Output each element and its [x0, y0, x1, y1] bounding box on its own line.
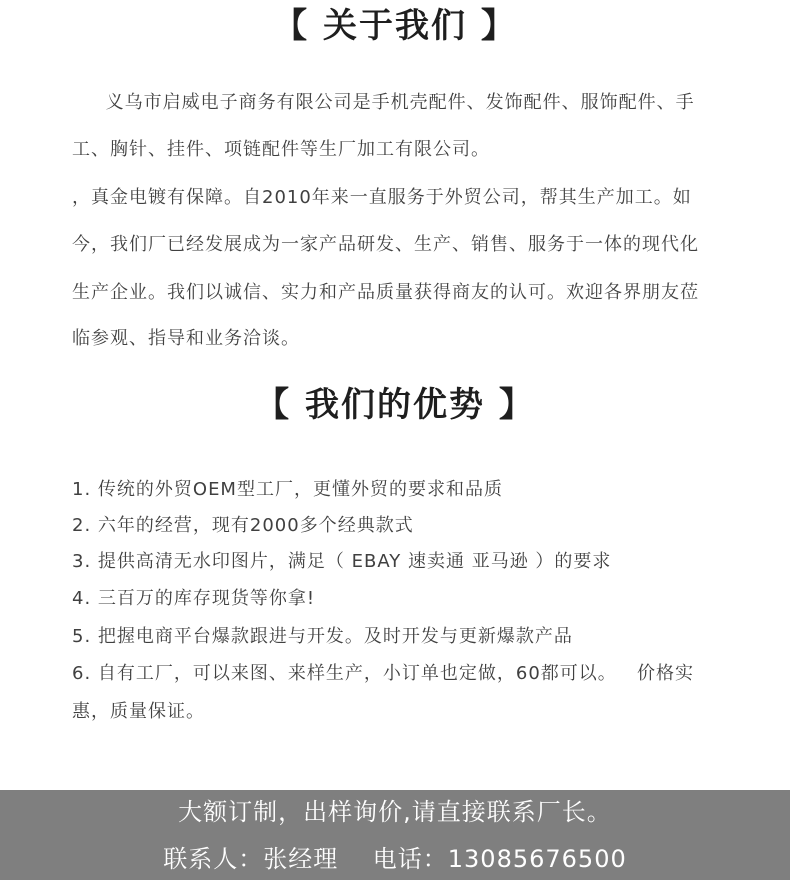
- about-paragraph-line: 生产企业。我们以诚信、实力和产品质量获得商友的认可。欢迎各界朋友莅: [72, 282, 699, 303]
- about-paragraph-line: 临参观、指导和业务洽谈。: [72, 328, 300, 349]
- about-paragraph-line: 今，我们厂已经发展成为一家产品研发、生产、销售、服务于一体的现代化: [72, 234, 699, 255]
- advantage-item-continued: 惠，质量保证。: [72, 701, 205, 722]
- advantage-item: 6. 自有工厂，可以来图、来样生产，小订单也定做，60都可以。 价格实: [72, 663, 694, 684]
- advantage-item: 1. 传统的外贸OEM型工厂，更懂外贸的要求和品质: [72, 479, 503, 500]
- custom-order-notice: 大额订制，出样询价,请直接联系厂长。: [178, 798, 612, 826]
- about-paragraph-line: 工、胸针、挂件、项链配件等生厂加工有限公司。: [72, 139, 490, 160]
- about-paragraph-line: 义乌市启威电子商务有限公司是手机壳配件、发饰配件、服饰配件、手: [72, 92, 695, 113]
- about-paragraph-line: ，真金电镀有保障。自2010年来一直服务于外贸公司，帮其生产加工。如: [72, 187, 692, 208]
- advantage-item: 2. 六年的经营，现有2000多个经典款式: [72, 515, 414, 536]
- advantage-item: 3. 提供高清无水印图片，满足（ EBAY 速卖通 亚马逊 ）的要求: [72, 551, 612, 572]
- advantage-item: 5. 把握电商平台爆款跟进与开发。及时开发与更新爆款产品: [72, 626, 573, 647]
- advantages-heading: 【 我们的优势 】: [255, 385, 535, 425]
- contact-footer-banner: [0, 790, 790, 880]
- about-us-heading: 【 关于我们 】: [273, 6, 517, 46]
- advantage-item: 4. 三百万的库存现货等你拿!: [72, 588, 316, 609]
- contact-info: 联系人：张经理 电话：13085676500: [163, 845, 627, 873]
